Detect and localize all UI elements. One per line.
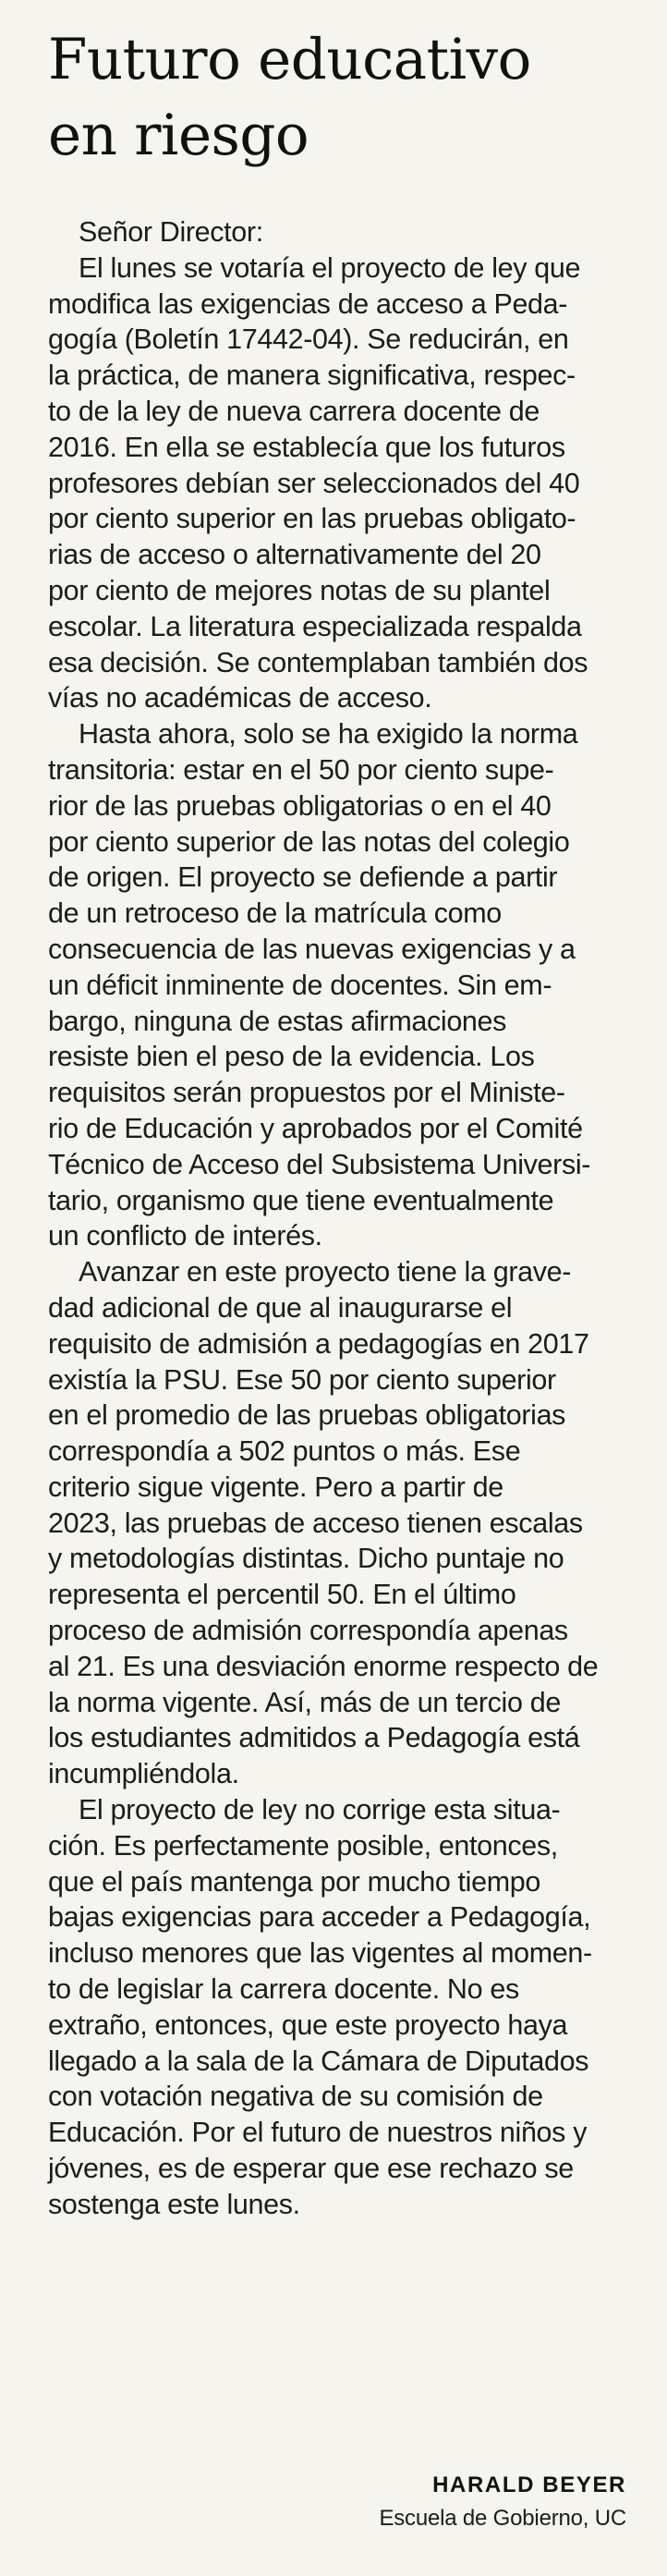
- body-line: criterio sigue vigente. Pero a partir de: [48, 1471, 503, 1503]
- signature-block: [379, 2470, 626, 2536]
- body-line: sostenga este lunes.: [48, 2188, 300, 2220]
- body-line: dad adicional de que al inaugurarse el: [48, 1291, 513, 1324]
- body-line: Hasta ahora, solo se ha exigido la norma: [79, 718, 578, 751]
- body-line: El proyecto de ley no corrige esta situa-: [79, 1794, 561, 1826]
- body-line: Avanzar en este proyecto tiene la grave-: [79, 1256, 572, 1288]
- body-line: la práctica, de manera significativa, respec-: [48, 360, 576, 392]
- body-line: por ciento superior de las notas del colegio: [48, 825, 570, 858]
- body-line: rior de las pruebas obligatorias o en el 40: [48, 789, 552, 822]
- body-line: existía la PSU. Ese 50 por ciento superior: [48, 1363, 556, 1396]
- body-line: incumpliéndola.: [48, 1758, 239, 1790]
- body-line: 2023, las pruebas de acceso tienen escalas: [48, 1507, 583, 1539]
- body-line: vías no académicas de acceso.: [48, 682, 432, 714]
- title-line: en riesgo: [48, 103, 309, 168]
- body-line: con votación negativa de su comisión de: [48, 2081, 543, 2113]
- body-line: Técnico de Acceso del Subsistema Universi-: [48, 1148, 591, 1180]
- body-line: ción. Es perfectamente posible, entonces,: [48, 1829, 558, 1862]
- title-line: Futuro educativo: [48, 27, 531, 92]
- body-line: consecuencia de las nuevas exigencias y a: [48, 933, 576, 965]
- body-line: representa el percentil 50. En el último: [48, 1579, 516, 1611]
- letter-body: [48, 214, 639, 2223]
- body-line: que el país mantenga por mucho tiempo: [48, 1865, 540, 1898]
- body-line: Educación. Por el futuro de nuestros niños y: [48, 2117, 588, 2149]
- body-line: El lunes se votaría el proyecto de ley que: [79, 251, 581, 284]
- body-line: correspondía a 502 puntos o más. Ese: [48, 1435, 521, 1468]
- author-affiliation: Escuela de Gobierno, UC: [379, 2506, 626, 2531]
- body-line: esa decisión. Se contemplaban también dos: [48, 646, 588, 678]
- body-line: los estudiantes admitidos a Pedagogía está: [48, 1722, 580, 1754]
- body-line: tario, organismo que tiene eventualmente: [48, 1184, 554, 1216]
- body-line: jóvenes, es de esperar que ese rechazo se: [48, 2153, 574, 2185]
- body-line: rias de acceso o alternativamente del 20: [48, 539, 541, 571]
- body-line: por ciento de mejores notas de su plantel: [48, 574, 551, 606]
- body-line: y metodologías distintas. Dicho puntaje no: [48, 1543, 564, 1575]
- body-line: requisito de admisión a pedagogías en 2017: [48, 1327, 589, 1360]
- body-line: bajas exigencias para acceder a Pedagogía,: [48, 1901, 591, 1934]
- body-line: to de la ley de nueva carrera docente de: [48, 395, 540, 427]
- body-line: bargo, ninguna de estas afirmaciones: [48, 1005, 507, 1037]
- body-line: proceso de admisión correspondía apenas: [48, 1615, 568, 1647]
- body-line: por ciento superior en las pruebas obligato-: [48, 503, 576, 535]
- body-line: transitoria: estar en el 50 por ciento supe-: [48, 753, 554, 786]
- body-line: 2016. En ella se establecía que los futuros: [48, 431, 565, 463]
- body-line: un conflicto de interés.: [48, 1220, 322, 1252]
- body-line: de origen. El proyecto se defiende a partir: [48, 861, 558, 894]
- body-line: gogía (Boletín 17442-04). Se reducirán, en: [48, 324, 569, 356]
- body-line: profesores debían ser seleccionados del 40: [48, 467, 580, 499]
- body-line: al 21. Es una desviación enorme respecto de: [48, 1650, 599, 1682]
- body-line: modifica las exigencias de acceso a Peda-: [48, 287, 568, 320]
- author-name: HARALD BEYER: [432, 2472, 626, 2497]
- body-line: incluso menores que las vigentes al momen-: [48, 1937, 592, 1970]
- body-line: requisitos serán propuestos por el Ministe-: [48, 1077, 565, 1109]
- article-title: [48, 22, 639, 174]
- body-line: un déficit inminente de docentes. Sin em-: [48, 969, 552, 1001]
- body-line: extraño, entonces, que este proyecto haya: [48, 2008, 568, 2041]
- body-line: de un retroceso de la matrícula como: [48, 897, 502, 930]
- body-line: resiste bien el peso de la evidencia. Los: [48, 1041, 535, 1073]
- body-line: la norma vigente. Así, más de un tercio de: [48, 1686, 561, 1718]
- body-line: rio de Educación y aprobados por el Comité: [48, 1112, 583, 1144]
- body-line: Señor Director:: [79, 216, 263, 248]
- body-line: en el promedio de las pruebas obligatorias: [48, 1399, 566, 1432]
- body-line: escolar. La literatura especializada respalda: [48, 610, 582, 642]
- body-line: to de legislar la carrera docente. No es: [48, 1973, 519, 2006]
- body-line: llegado a la sala de la Cámara de Diputados: [48, 2045, 589, 2077]
